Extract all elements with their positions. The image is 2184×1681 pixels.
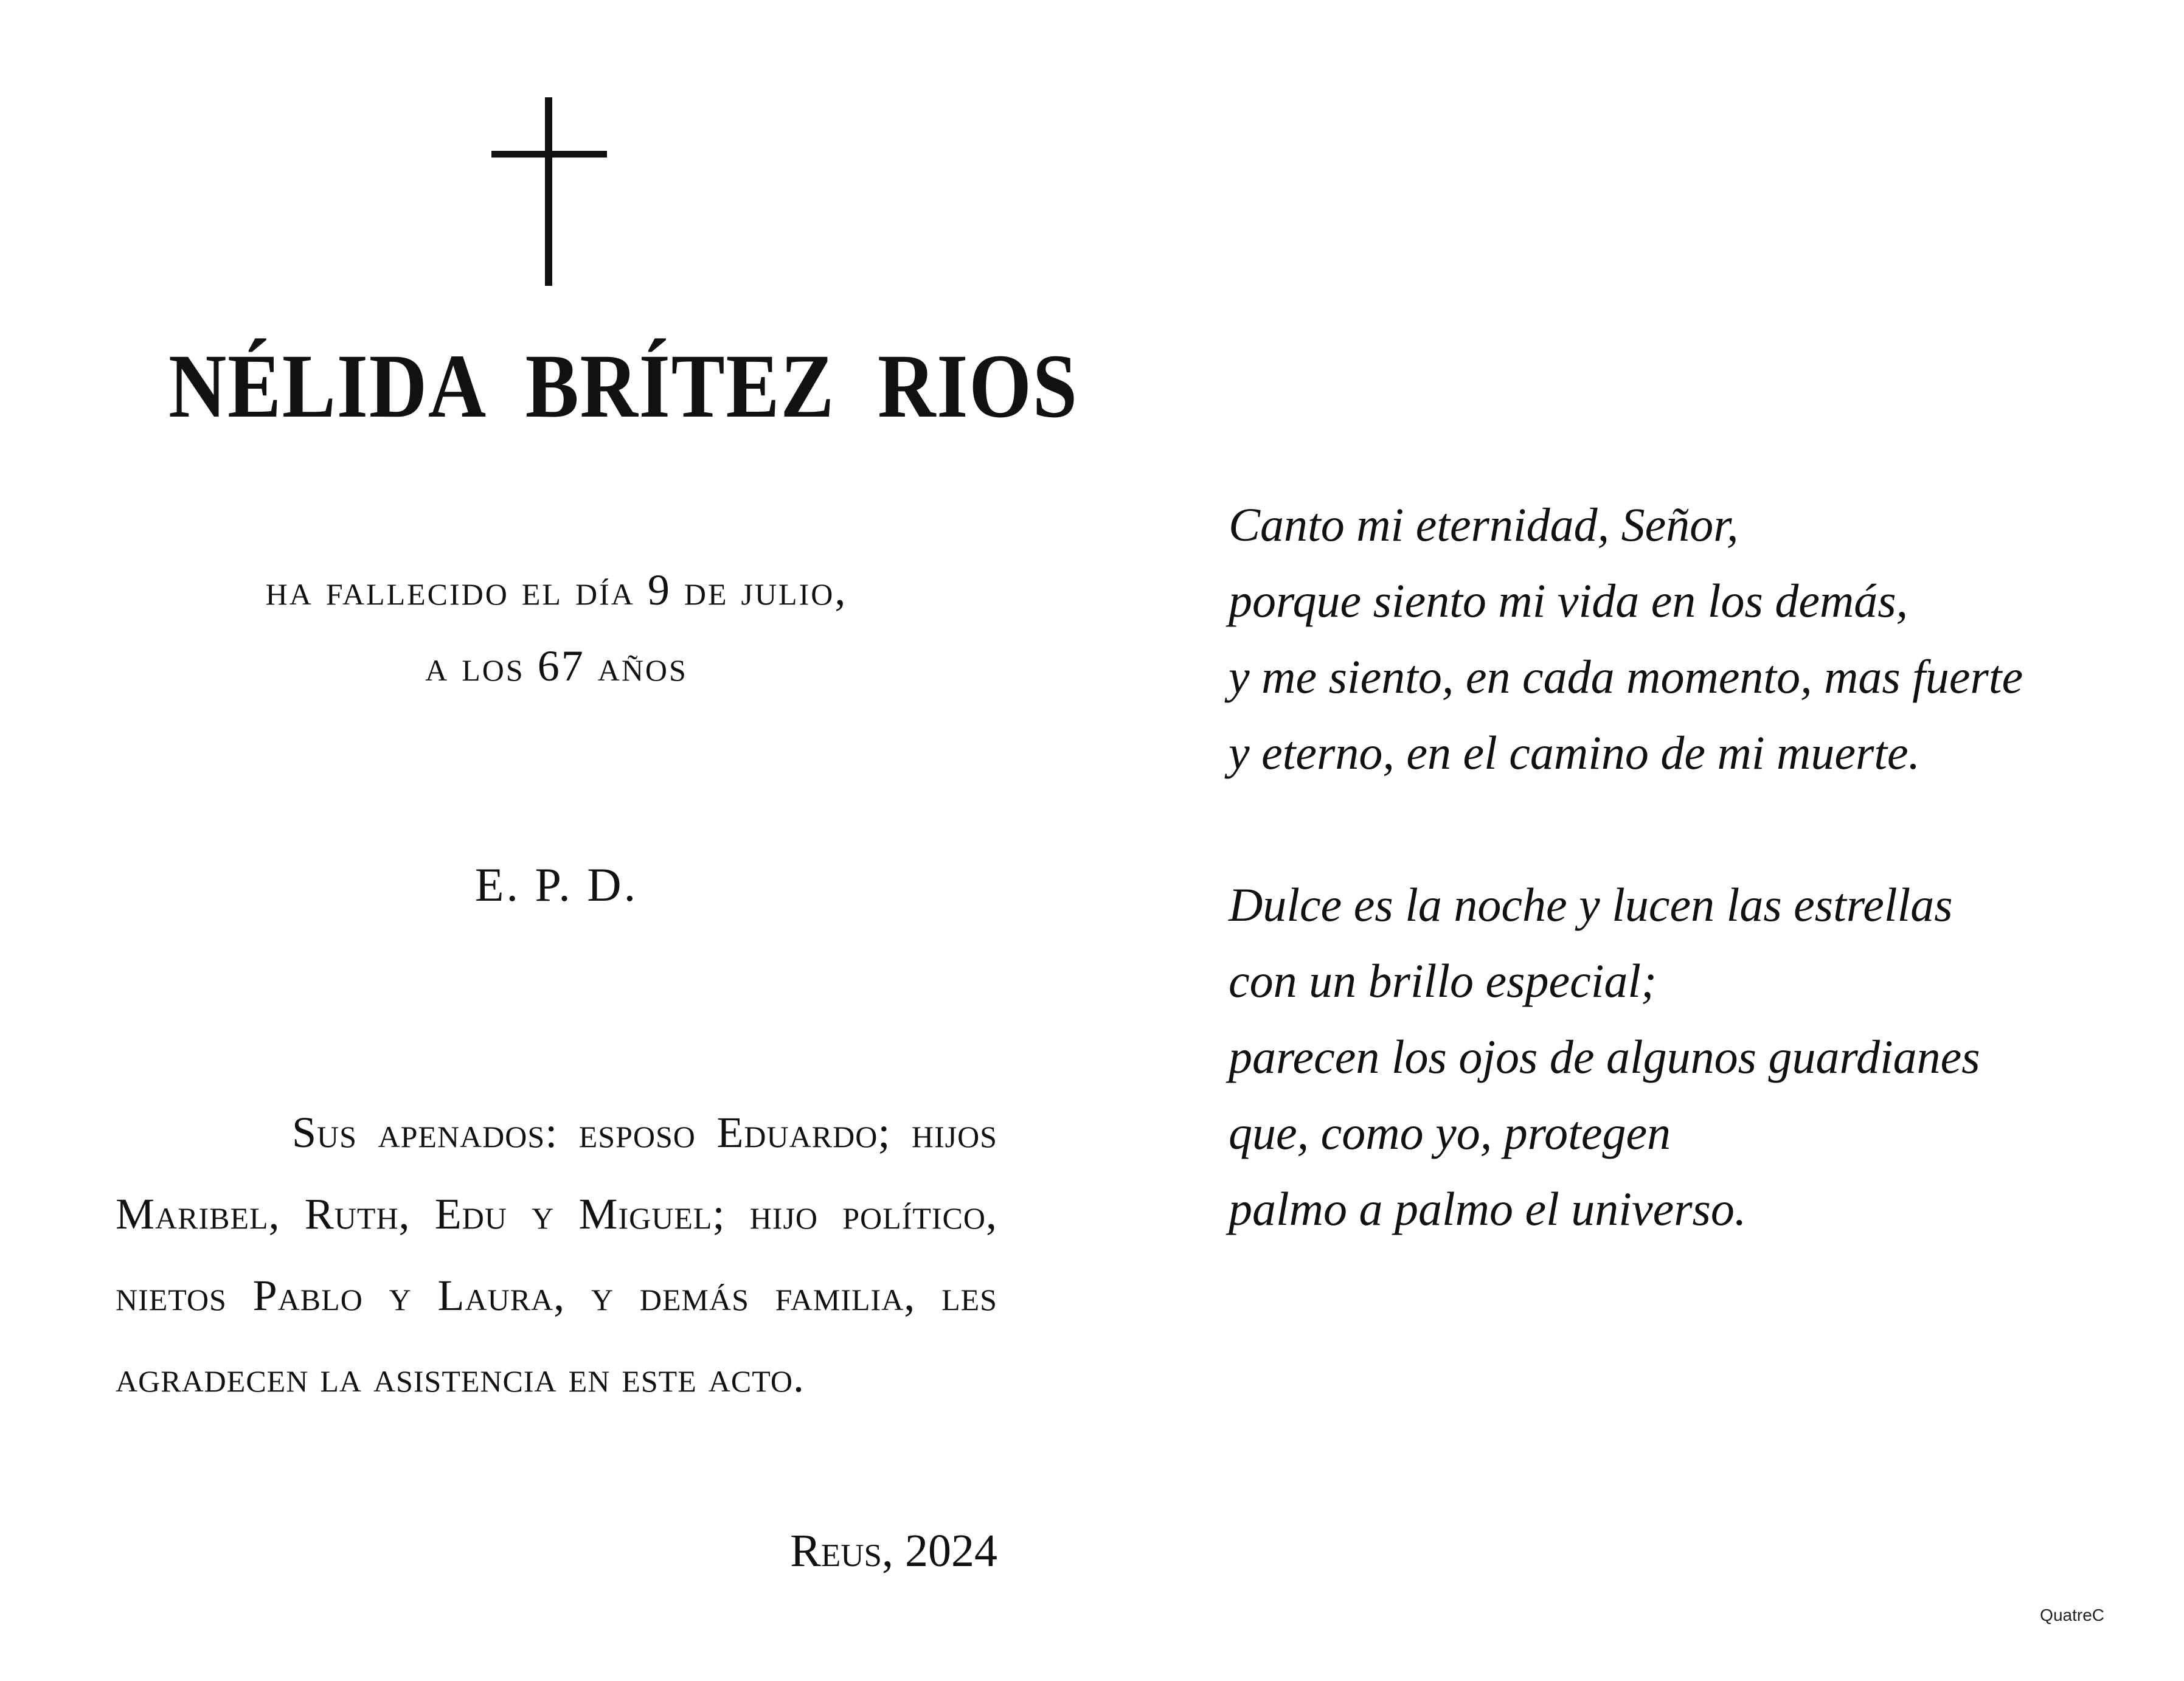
death-date-line: ha fallecido el día 9 de julio,: [265, 566, 848, 614]
poem-stanza: [1229, 487, 2141, 791]
poem: [1229, 487, 2141, 1247]
poem-line: y eterno, en el camino de mi muerte.: [1229, 726, 1921, 779]
poem-line: Dulce es la noche y lucen las estrellas: [1229, 878, 1953, 931]
printer-brand: QuatreC: [2040, 1606, 2104, 1624]
deceased-name: NÉLIDA BRÍTEZ RIOS: [168, 336, 1078, 437]
poem-line: con un brillo especial;: [1229, 954, 1657, 1007]
place-and-year: Reus, 2024: [790, 1525, 997, 1576]
poem-stanza: [1229, 867, 2141, 1247]
poem-line: que, como yo, protegen: [1229, 1106, 1671, 1159]
poem-line: porque siento mi vida en los demás,: [1229, 574, 1908, 627]
poem-line: palmo a palmo el universo.: [1229, 1182, 1747, 1235]
cross-icon: [491, 97, 607, 286]
cross-vertical-bar: [545, 97, 552, 286]
age-line: a los 67 años: [425, 642, 688, 690]
epd-text: E. P. D.: [474, 858, 639, 911]
obituary-left-panel: [116, 0, 1078, 1681]
poem-line: y me siento, en cada momento, mas fuerte: [1229, 650, 2023, 703]
cross-horizontal-bar: [491, 151, 607, 158]
family-acknowledgement: Sus apenados: esposo Eduardo; hijos Maribel, Ruth, Edu y Miguel; hijo político, nietos Pablo y Laura, y demás familia, les agradecen la asistencia en este acto.: [116, 1108, 997, 1401]
poem-line: Canto mi eternidad, Señor,: [1229, 498, 1739, 551]
poem-line: parecen los ojos de algunos guardianes: [1229, 1030, 1980, 1083]
